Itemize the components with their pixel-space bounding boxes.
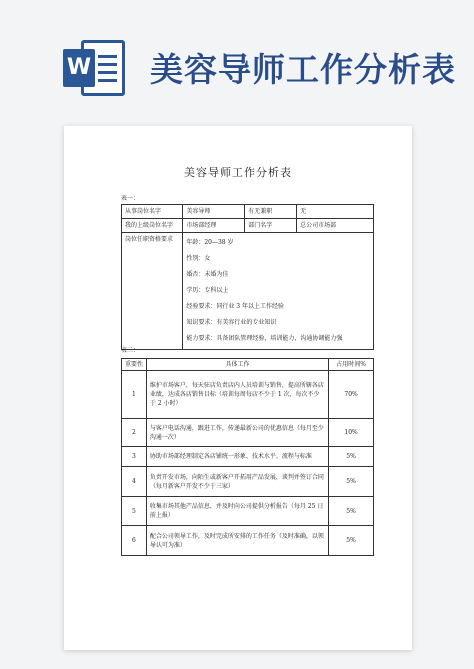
document-title: 美容导师工作分析表 [184,166,292,179]
time-cell: 5% [329,447,374,467]
table-row [122,371,374,419]
rank-cell: 2 [122,419,147,447]
table-row [122,447,374,467]
page-title: 美容导师工作分析表 [150,50,456,89]
requirement-item: 婚否：未婚为佳 [186,271,229,278]
header-banner [0,0,474,120]
rank-cell: 3 [122,447,147,467]
rank-cell: 5 [122,497,147,526]
table-row [122,205,374,219]
table-row [122,526,374,556]
table-cell: 无 [297,205,374,219]
table1-label: 表一： [121,195,140,202]
requirements-cell [183,233,374,350]
column-header: 占用时间% [329,359,374,371]
task-cell: 收集市场其他产品信息，并及时向公司提供分析报告（每月 25 日前上报） [146,497,328,526]
job-info-table [121,204,374,350]
word-logo-letter: W [63,49,95,87]
word-icon [63,40,127,96]
document-page [64,126,412,650]
requirement-item: 年龄：20—38 岁 [186,239,234,246]
requirement-item: 经验要求：同行业 3 年以上工作经验 [186,303,284,310]
table-row [122,419,374,447]
table-cell: 我的上级岗位名字 [122,219,183,233]
table-cell: 美容导师 [183,205,245,219]
job-duties-table [121,358,374,556]
requirement-item: 能力要求：具备团队管理经验，培训能力，沟通协调能力强 [186,335,343,342]
table2-label: 表二： [121,347,140,354]
time-cell: 70% [329,371,374,419]
rank-cell: 4 [122,467,147,497]
table-cell: 总公司市场部 [297,219,374,233]
rank-cell: 1 [122,371,147,419]
time-cell: 10% [329,419,374,447]
time-cell: 5% [329,497,374,526]
column-header: 具体工作 [146,359,328,371]
table-row [122,497,374,526]
task-cell: 协助市场部经理制定各店铺统一形象、技术水平、流程与标准 [146,447,328,467]
table-cell: 部门名字 [245,219,297,233]
table-row [122,233,374,350]
task-cell: 配合公司领导工作，及时完成所安排的工作任务（及时准确，以领导认可为准） [146,526,328,556]
requirement-item: 知识要求：有美容行业的专业知识 [186,319,277,326]
task-cell: 维护市场客户，每天驻店负责店内人员培训与销售，提高所辖各店业绩，达成各店销售目标（培训每周每店不少于 1 次，每次不少于 2 小时） [146,371,328,419]
table-cell: 从事岗位名字 [122,205,183,219]
rank-cell: 6 [122,526,147,556]
task-cell: 与客户电话沟通，跟进工作，传递最新公司的优惠信息（每月至少沟通一次） [146,419,328,447]
table-row [122,219,374,233]
table-row [122,467,374,497]
time-cell: 5% [329,526,374,556]
table-cell: 有无兼职 [245,205,297,219]
task-cell: 负责开发市场，向陌生或新客户开拓用产品发展，谈判并签订合同（每月新客户开发不少于三家） [146,467,328,497]
time-cell: 5% [329,467,374,497]
requirement-item: 学历：专科以上 [186,287,229,294]
table-header-row [122,359,374,371]
column-header: 重要性 [122,359,147,371]
table-cell: 市场部经理 [183,219,245,233]
requirements-label: 岗位任职资格要求 [122,233,183,350]
requirement-item: 性别：女 [186,255,211,262]
